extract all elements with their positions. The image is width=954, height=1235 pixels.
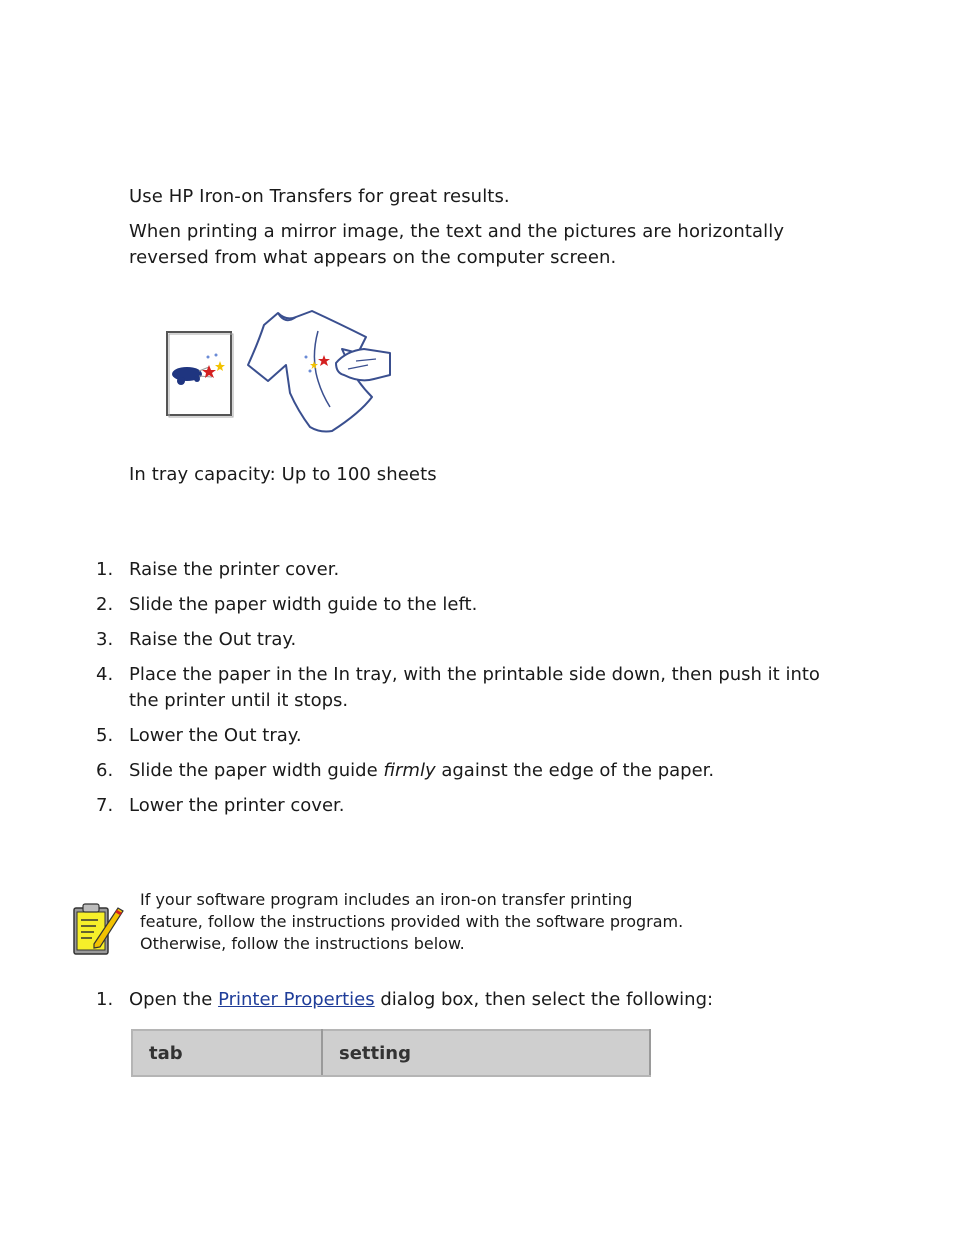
step-number: 2. xyxy=(96,594,114,615)
step-text-pre: Open the xyxy=(129,989,219,1010)
step-number: 4. xyxy=(96,664,114,685)
column-header-tab: tab xyxy=(132,1030,322,1076)
settings-table xyxy=(131,1029,651,1077)
note-clipboard-icon xyxy=(70,900,126,958)
table-header-row xyxy=(132,1030,650,1076)
step-text: Raise the printer cover. xyxy=(129,559,340,580)
step-text: Raise the Out tray. xyxy=(129,629,297,650)
intro-line-2a: When printing a mirror image, the text and the pictures are horizontally xyxy=(129,221,785,242)
step-number: 5. xyxy=(96,725,114,746)
step-text-pre: Slide the paper width guide xyxy=(129,760,384,781)
step-text-line-1: Place the paper in the In tray, with the printable side down, then push it into xyxy=(129,664,820,685)
in-tray-capacity: In tray capacity: Up to 100 sheets xyxy=(129,464,437,485)
step-text: Slide the paper width guide to the left. xyxy=(129,594,478,615)
step-text: Lower the Out tray. xyxy=(129,725,302,746)
intro-line-2b: reversed from what appears on the computer screen. xyxy=(129,247,617,268)
note-line-1: If your software program includes an iron-on transfer printing xyxy=(140,890,633,909)
intro-line-1: Use HP Iron-on Transfers for great results. xyxy=(129,186,510,207)
step-text-post: dialog box, then select the following: xyxy=(374,989,714,1010)
step-number: 7. xyxy=(96,795,114,816)
printer-properties-link[interactable]: Printer Properties xyxy=(218,989,375,1010)
step-text xyxy=(129,662,869,714)
step-number: 6. xyxy=(96,760,114,781)
step-text xyxy=(129,758,869,784)
note-text xyxy=(140,889,760,955)
note-line-3: Otherwise, follow the instructions below. xyxy=(140,934,465,953)
step-text-line-2: the printer until it stops. xyxy=(129,690,349,711)
paper-sheet-icon xyxy=(167,332,233,417)
step-number: 1. xyxy=(96,989,114,1010)
step-text: Lower the printer cover. xyxy=(129,795,345,816)
iron-on-transfer-illustration xyxy=(160,303,396,435)
emphasis-firmly: firmly xyxy=(383,760,436,781)
note-line-2: feature, follow the instructions provided with the software program. xyxy=(140,912,684,931)
tshirt-icon xyxy=(248,311,390,432)
step-number: 3. xyxy=(96,629,114,650)
step-text-post: against the edge of the paper. xyxy=(435,760,715,781)
column-header-setting: setting xyxy=(322,1030,650,1076)
step-number: 1. xyxy=(96,559,114,580)
step-text xyxy=(129,987,869,1013)
